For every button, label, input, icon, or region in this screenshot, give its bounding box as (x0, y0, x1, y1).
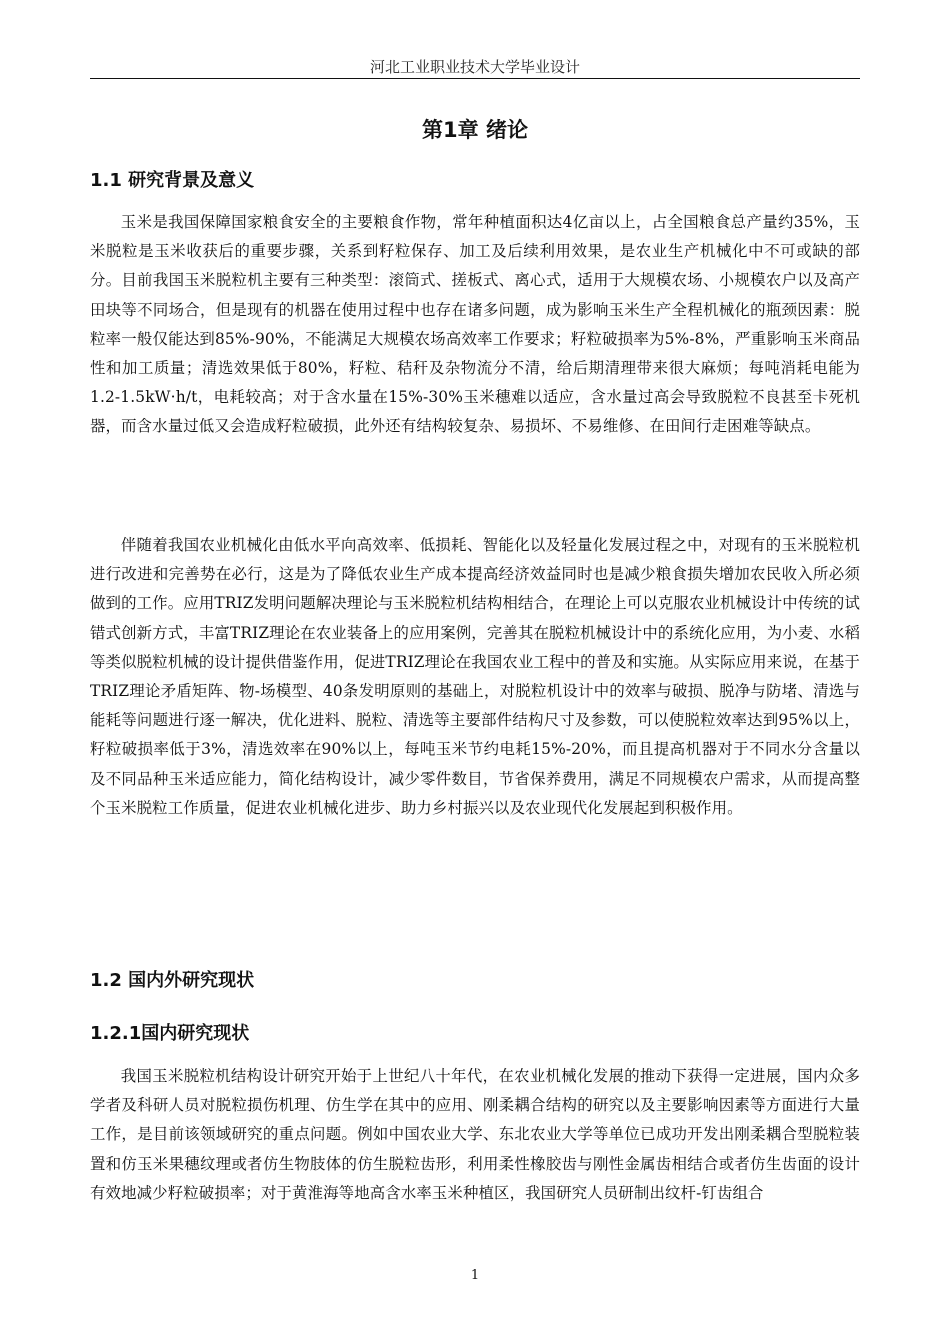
page-number: 1 (470, 1268, 480, 1283)
chapter-title: 第1章 绪论 (422, 118, 528, 142)
running-header: 河北工业职业技术大学毕业设计 (369, 58, 580, 76)
paragraph-background-2: 伴随着我国农业机械化由低水平向高效率、低损耗、智能化以及轻量化发展过程之中，对现有的玉米脱粒机进行改进和完善势在必行，这是为了降低农业生产成本提高经济效益同时也是减少粮食损失增加农民收入所必须做到的工作。应用TRIZ发明问题解决理论与玉米脱粒机结构相结合，在理论上可以克服农业机械设计中传统的试错式创新方式，丰富TRIZ理论在农业装备上的应用案例，完善其在脱粒机械设计中的系统化应用，为小麦、水稻等类似脱粒机械的设计提供借鉴作用，促进TRIZ理论在我国农业工程中的普及和实施。从实际应用来说，在基于TRIZ理论矛盾矩阵、物-场模型、40条发明原则的基础上，对脱粒机设计中的效率与破损、脱净与防堵、清选与能耗等问题进行逐一解决，优化进料、脱粒、清选等主要部件结构尺寸及参数，可以使脱粒效率达到95%以上，籽粒破损率低于3%，清选效率在90%以上，每吨玉米节约电耗15%-20%，而且提高机器对于不同水分含量以及不同品种玉米适应能力，简化结构设计，减少零件数目，节省保养费用，满足不同规模农户需求，从而提高整个玉米脱粒工作质量，促进农业机械化进步、助力乡村振兴以及农业现代化发展起到积极作用。 (90, 536, 860, 817)
section-heading-1-2: 1.2 国内外研究现状 (90, 970, 255, 991)
subsection-heading-1-2-1: 1.2.1国内研究现状 (90, 1023, 250, 1044)
paragraph-background-1: 玉米是我国保障国家粮食安全的主要粮食作物，常年种植面积达4亿亩以上，占全国粮食总产量约35%，玉米脱粒是玉米收获后的重要步骤，关系到籽粒保存、加工及后续利用效果，是农业生产机械化中不可或缺的部分。目前我国玉米脱粒机主要有三种类型：滚筒式、搓板式、离心式，适用于大规模农场、小规模农户以及高产田块等不同场合，但是现有的机器在使用过程中也存在诸多问题，成为影响玉米生产全程机械化的瓶颈因素：脱粒率一般仅能达到85%-90%，不能满足大规模农场高效率工作要求；籽粒破损率为5%-8%，严重影响玉米商品性和加工质量；清选效果低于80%，籽粒、秸秆及杂物流分不清，给后期清理带来很大麻烦；每吨消耗电能为1.2-1.5kW·h/t，电耗较高；对于含水量在15%-30%玉米穗难以适应，含水量过高会导致脱粒不良甚至卡死机器，而含水量过低又会造成籽粒破损，此外还有结构较复杂、易损坏、不易维修、在田间行走困难等缺点。 (90, 213, 860, 436)
section-heading-1-1: 1.1 研究背景及意义 (90, 170, 255, 191)
header-rule (90, 78, 860, 79)
paragraph-domestic-research: 我国玉米脱粒机结构设计研究开始于上世纪八十年代，在农业机械化发展的推动下获得一定进展，国内众多学者及科研人员对脱粒损伤机理、仿生学在其中的应用、刚柔耦合结构的研究以及主要影响因素等方面进行大量工作，是目前该领域研究的重点问题。例如中国农业大学、东北农业大学等单位已成功开发出刚柔耦合型脱粒装置和仿玉米果穗纹理或者仿生物肢体的仿生脱粒齿形，利用柔性橡胶齿与刚性金属齿相结合或者仿生齿面的设计有效地减少籽粒破损率；对于黄淮海等地高含水率玉米种植区，我国研究人员研制出纹杆-钉齿组合 (90, 1067, 860, 1202)
